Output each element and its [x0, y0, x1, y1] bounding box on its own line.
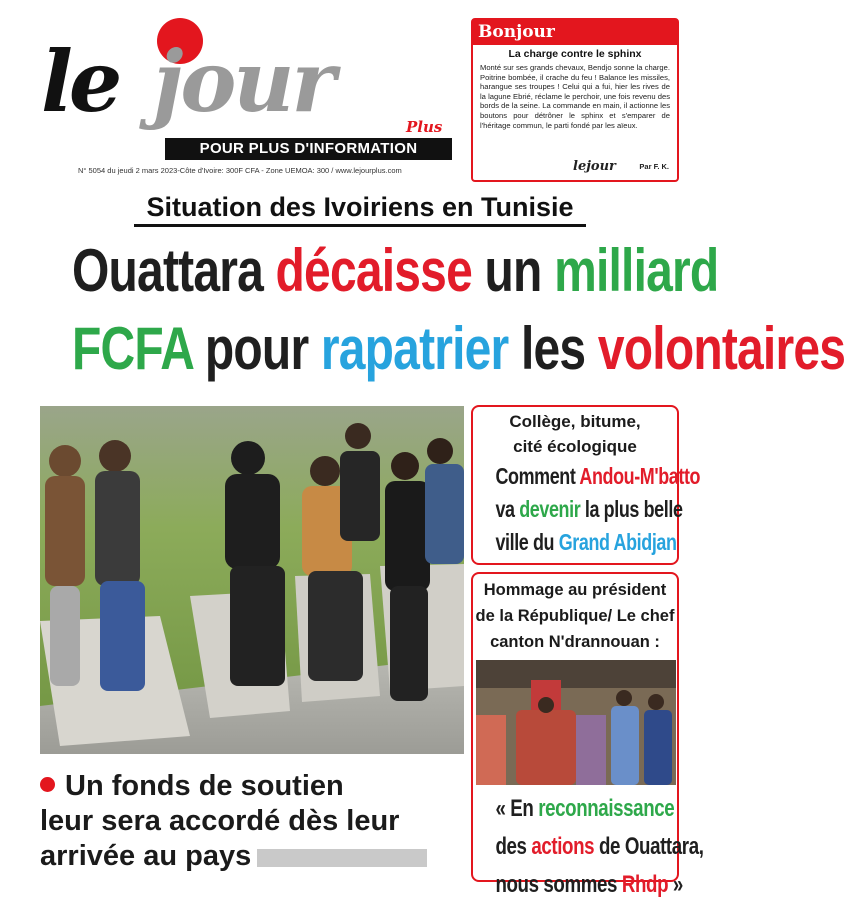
main-headline-line1: [72, 234, 719, 308]
sub-story-text: arrivée au pays: [40, 840, 252, 872]
bonjour-byline: Par F. K.: [639, 162, 669, 171]
box1-word: Grand Abidjan: [558, 529, 677, 555]
logo-le: le: [41, 32, 119, 131]
box1-headline-line1: [495, 463, 701, 490]
main-photo-illustration: [40, 406, 464, 754]
sub-story-text: Un fonds de soutien: [65, 770, 344, 802]
box1-word: Andou-M'batto: [579, 463, 701, 489]
box2-word: »: [672, 871, 683, 898]
headline-word: rapatrier: [320, 315, 509, 382]
box2-word: des: [495, 833, 527, 860]
ceremony-photo-illustration: [476, 660, 676, 785]
box2-subtitle-3: canton N'drannouan :: [490, 633, 660, 651]
ceremony-photo: [476, 660, 674, 785]
main-headline-line2: [72, 312, 845, 386]
kicker-headline: [0, 190, 720, 227]
box1-word: Comment: [495, 463, 576, 489]
kicker-text: Situation des Ivoiriens en Tunisie: [134, 190, 585, 227]
box1-subtitle-2: cité écologique: [513, 437, 637, 456]
edition-info: N° 5054 du jeudi 2 mars 2023-Côte d'Ivoire: 300F CFA - Zone UEMOA: 300 / www.lejourplus.com: [78, 166, 402, 175]
red-bullet-icon: [40, 777, 55, 792]
tagline: POUR PLUS D'INFORMATION: [165, 138, 452, 160]
box1-subtitle-1: Collège, bitume,: [509, 412, 641, 431]
headline-word: FCFA: [72, 315, 193, 382]
box2-word: actions: [531, 833, 595, 860]
headline-word: un: [484, 237, 542, 304]
headline-word: milliard: [554, 237, 719, 304]
box1-word: devenir: [519, 496, 581, 522]
box2-word: nous sommes: [495, 871, 618, 898]
headline-word: les: [520, 315, 586, 382]
logo-jour: jour: [153, 32, 333, 131]
main-photo: [40, 406, 464, 754]
sub-story-line2: leur sera accordé dès leur: [40, 805, 400, 837]
grey-rule: [257, 849, 427, 867]
bonjour-subtitle: La charge contre le sphinx: [508, 48, 642, 60]
box2-word: de Ouattara,: [598, 833, 704, 860]
sub-story-line3: [40, 839, 470, 874]
box1-headline-line2: [495, 496, 683, 523]
logo-plus: Plus: [406, 118, 443, 136]
box1-headline-line3: [495, 529, 677, 556]
bonjour-box: [471, 18, 679, 182]
story-box-hommage: [471, 572, 704, 898]
headline-word: volontaires: [597, 315, 845, 382]
bonjour-title: Bonjour: [473, 20, 677, 45]
sub-story: [40, 769, 470, 874]
box1-word: ville du: [495, 529, 555, 555]
box2-subtitle-1: Hommage au président: [483, 581, 667, 599]
box2-subtitle-2: de la République/ Le chef: [475, 607, 675, 625]
bonjour-mini-logo: lejour: [573, 159, 616, 174]
bonjour-footer: [473, 159, 677, 175]
box2-quote-line2: [495, 833, 704, 861]
box2-quote-line3: [495, 871, 683, 899]
box1-word: va: [495, 496, 515, 522]
headline-word: pour: [204, 315, 309, 382]
masthead: [35, 10, 460, 180]
story-box-andou: [471, 405, 701, 565]
box2-word: reconnaissance: [538, 795, 675, 822]
sub-story-line1: [40, 769, 470, 804]
box1-word: la plus belle: [584, 496, 683, 522]
box2-quote-line1: [495, 795, 675, 823]
headline-word: décaisse: [275, 237, 472, 304]
headline-word: Ouattara: [72, 237, 263, 304]
box2-word: « En: [495, 795, 534, 822]
bonjour-text: Monté sur ses grands chevaux, Bendjo sonne la charge. Poitrine bombée, il crache du feu ! Balance les missiles, harangue ses troupes ! Celui qui a fui, hier les rives de la lagune Ebrié, réclame le perchoir, une fois revenu des bords de la seine. La commande en main, il actionne les boutons pour détrôner le sphinx et s'emparer de l'héritage commun, le parti fondé par les aïeux.: [480, 63, 670, 130]
box2-word: Rhdp: [621, 871, 669, 898]
